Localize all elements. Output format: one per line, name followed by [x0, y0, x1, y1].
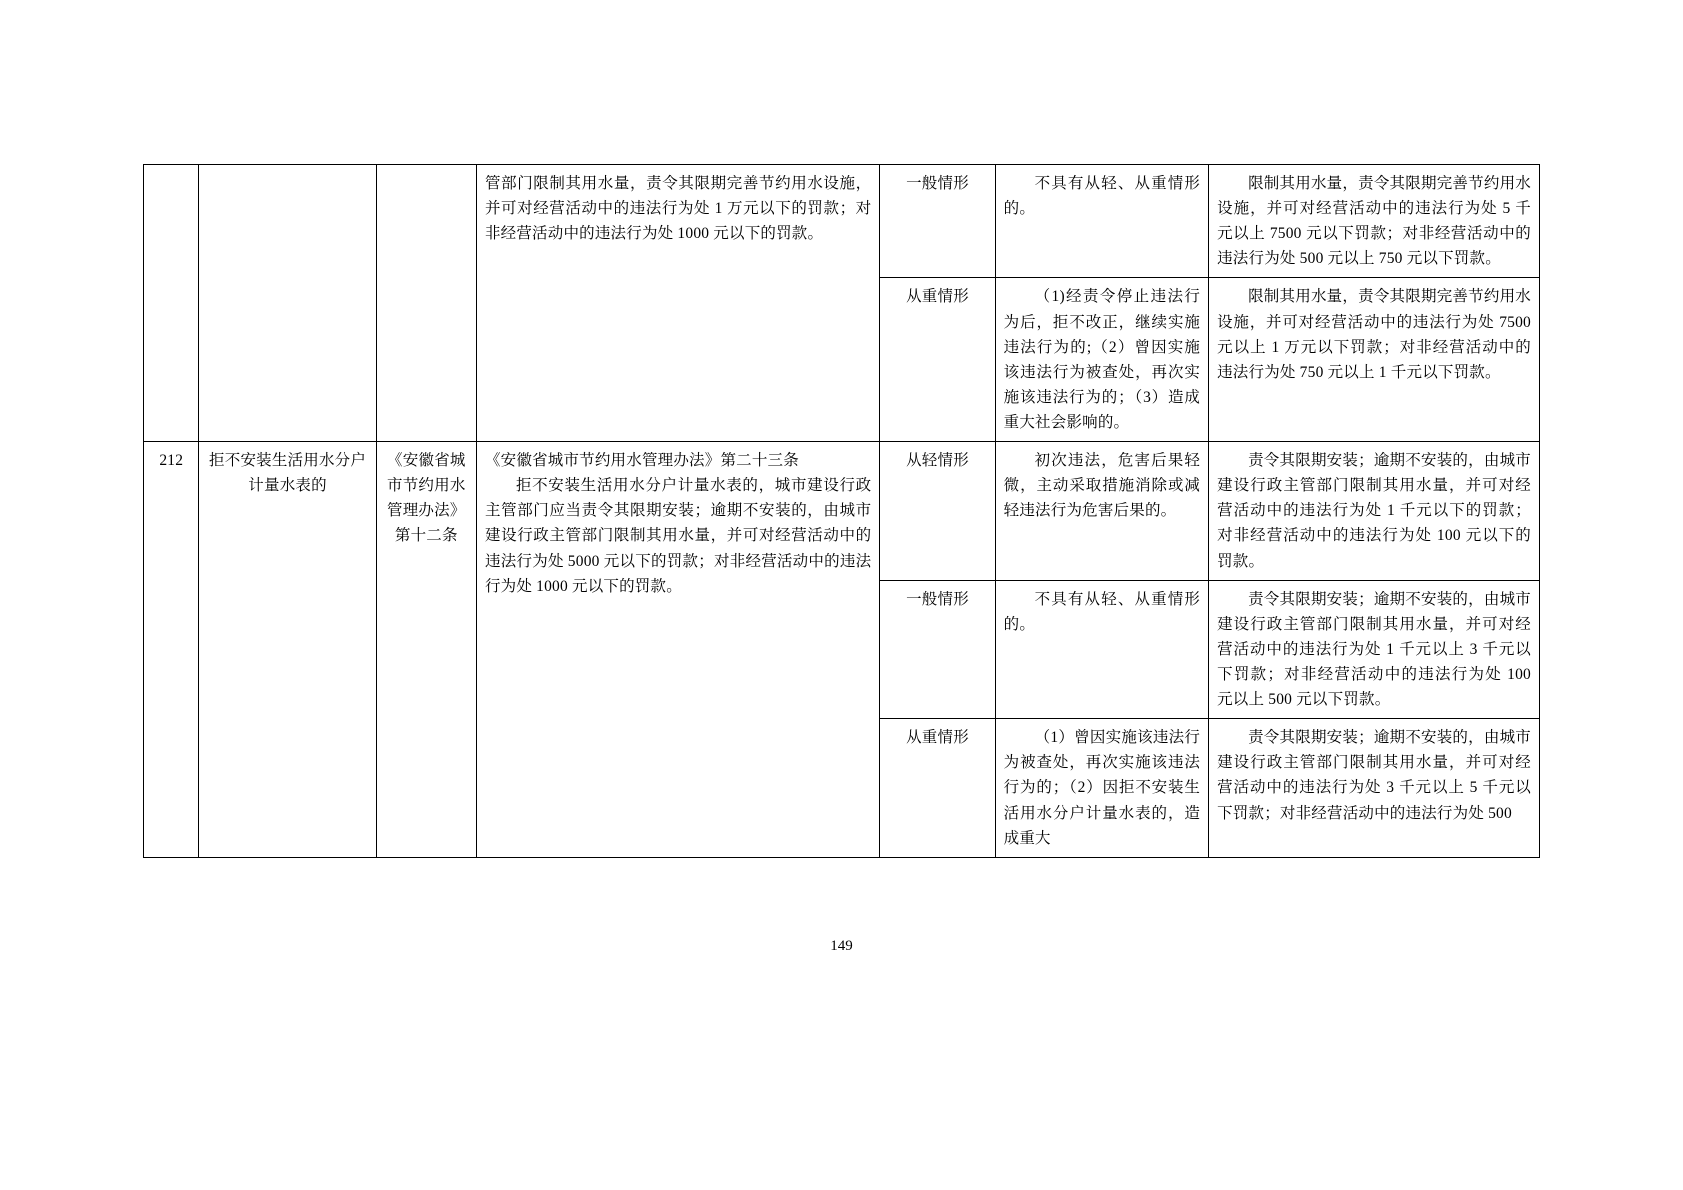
result-cell: 责令其限期安装；逾期不安装的，由城市建设行政主管部门限制其用水量，并可对经营活动中的违法行为处 1 千元以下的罚款；对非经营活动中的违法行为处 100 元以下的罚款。 [1209, 442, 1540, 581]
condition-cell: （1）曾因实施该违法行为被查处，再次实施该违法行为的；（2）因拒不安装生活用水分户计量水表的，造成重大 [995, 719, 1208, 858]
condition-cell: 不具有从轻、从重情形的。 [995, 580, 1208, 719]
discretion-level-cell: 一般情形 [880, 580, 995, 719]
legal-basis-cell [376, 165, 476, 442]
table-row [144, 165, 1540, 278]
discretion-level-cell: 一般情形 [880, 165, 995, 278]
row-number-cell: 212 [144, 442, 199, 858]
result-cell: 限制其用水量，责令其限期完善节约用水设施，并可对经营活动中的违法行为处 7500 元以上 1 万元以下罚款；对非经营活动中的违法行为处 750 元以上 1 千元以下罚款。 [1209, 278, 1540, 442]
result-cell: 责令其限期安装；逾期不安装的，由城市建设行政主管部门限制其用水量，并可对经营活动中的违法行为处 3 千元以上 5 千元以下罚款；对非经营活动中的违法行为处 500 [1209, 719, 1540, 858]
row-number-cell [144, 165, 199, 442]
violation-item-cell [199, 165, 376, 442]
page-number: 149 [830, 938, 853, 954]
condition-cell: （1)经责令停止违法行为后，拒不改正，继续实施违法行为的;（2）曾因实施该违法行为被查处，再次实施该违法行为的；（3）造成重大社会影响的。 [995, 278, 1208, 442]
provision-body: 拒不安装生活用水分户计量水表的，城市建设行政主管部门应当责令其限期安装；逾期不安装的，由城市建设行政主管部门限制其用水量，并可对经营活动中的违法行为处 5000 元以下的罚款；对非经营活动中的违法行为处 1000 元以下的罚款。 [484, 477, 872, 595]
result-cell: 限制其用水量，责令其限期完善节约用水设施，并可对经营活动中的违法行为处 5 千元以上 7500 元以下罚款；对非经营活动中的违法行为处 500 元以上 750 元以下罚款。 [1209, 165, 1540, 278]
discretion-level-cell: 从轻情形 [880, 442, 995, 581]
provision-text-cell: 管部门限制其用水量，责令其限期完善节约用水设施，并可对经营活动中的违法行为处 1 万元以下的罚款；对非经营活动中的违法行为处 1000 元以下的罚款。 [476, 165, 879, 442]
provision-title: 《安徽省城市节约用水管理办法》第二十三条 [484, 452, 799, 470]
penalty-discretion-table [143, 164, 1540, 858]
result-cell: 责令其限期安装；逾期不安装的，由城市建设行政主管部门限制其用水量，并可对经营活动中的违法行为处 1 千元以上 3 千元以下罚款；对非经营活动中的违法行为处 100 元以上 500 元以下罚款。 [1209, 580, 1540, 719]
condition-cell: 初次违法，危害后果轻微，主动采取措施消除或减轻违法行为危害后果的。 [995, 442, 1208, 581]
legal-basis-cell: 《安徽省城市节约用水管理办法》第十二条 [376, 442, 476, 858]
violation-item-cell: 拒不安装生活用水分户计量水表的 [199, 442, 376, 858]
condition-cell: 不具有从轻、从重情形的。 [995, 165, 1208, 278]
provision-text-cell [476, 442, 879, 858]
discretion-level-cell: 从重情形 [880, 278, 995, 442]
discretion-level-cell: 从重情形 [880, 719, 995, 858]
table-row [144, 442, 1540, 581]
